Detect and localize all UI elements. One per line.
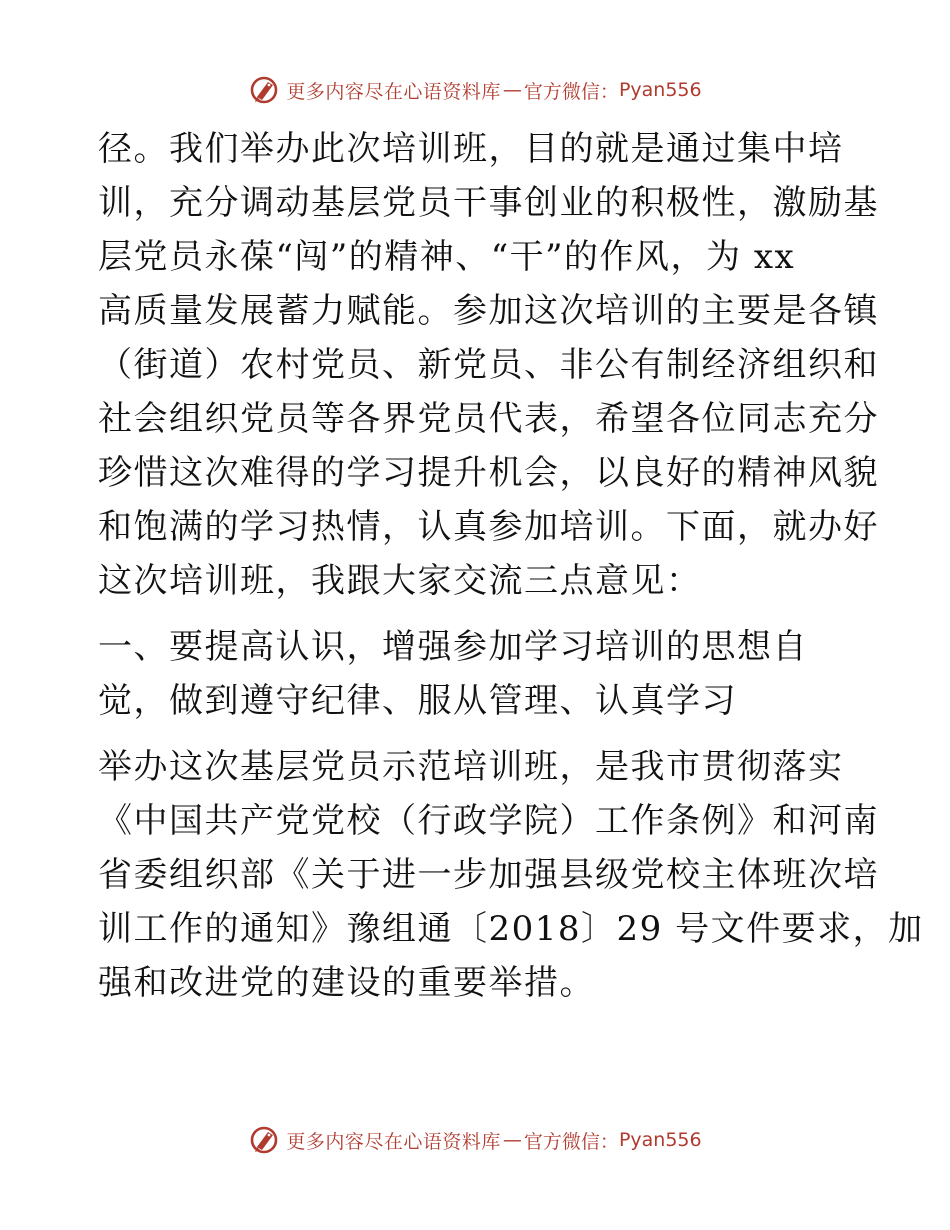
text-line: 这次培训班，我跟大家交流三点意见： (98, 561, 702, 601)
paragraph-2 (98, 740, 924, 1010)
pen-nib-logo-icon (248, 1124, 280, 1156)
text-line: 高质量发展蓄力赋能。参加这次培训的主要是各镇 (98, 291, 879, 331)
header-banner (0, 70, 950, 110)
paragraph-gap (98, 728, 858, 740)
paragraph-gap (98, 608, 858, 620)
text-line: 强和改进党的建设的重要举措。 (98, 963, 595, 1003)
footer-banner (0, 1120, 950, 1160)
banner-brand-text: 更多内容尽在心语资料库 (286, 1130, 501, 1153)
text-line: 径。我们举办此次培训班，目的就是通过集中培 (98, 129, 844, 169)
banner-dash: — (502, 79, 522, 101)
heading-line: 觉，做到遵守纪律、服从管理、认真学习 (98, 681, 737, 721)
banner-brand-text: 更多内容尽在心语资料库 (286, 80, 501, 103)
banner-official-label: 官方微信： (523, 80, 619, 103)
banner-wechat-id: Pyan556 (618, 1129, 702, 1151)
pen-nib-logo-icon (248, 74, 280, 106)
text-line: 层党员永葆“闯”的精神、“干”的作风，为 xx (98, 237, 796, 277)
text-line: 训工作的通知》豫组通〔2018〕29 号文件要求，加 (98, 909, 924, 949)
banner-dash: — (502, 1129, 522, 1151)
text-line: （街道）农村党员、新党员、非公有制经济组织和 (98, 345, 879, 385)
heading-line: 一、要提高认识，增强参加学习培训的思想自 (98, 627, 808, 667)
paragraph-1 (98, 122, 879, 608)
text-line: 训，充分调动基层党员干事创业的积极性，激励基 (98, 183, 879, 223)
banner-wechat-id: Pyan556 (618, 79, 702, 101)
text-line: 省委组织部《关于进一步加强县级党校主体班次培 (98, 855, 879, 895)
section-heading-1 (98, 620, 858, 728)
text-line: 社会组织党员等各界党员代表，希望各位同志充分 (98, 399, 879, 439)
document-body (98, 122, 924, 1010)
banner-official-label: 官方微信： (523, 1130, 619, 1153)
text-line: 《中国共产党党校（行政学院）工作条例》和河南 (98, 801, 879, 841)
text-line: 珍惜这次难得的学习提升机会，以良好的精神风貌 (98, 453, 879, 493)
text-line: 和饱满的学习热情，认真参加培训。下面，就办好 (98, 507, 879, 547)
text-line: 举办这次基层党员示范培训班，是我市贯彻落实 (98, 747, 844, 787)
